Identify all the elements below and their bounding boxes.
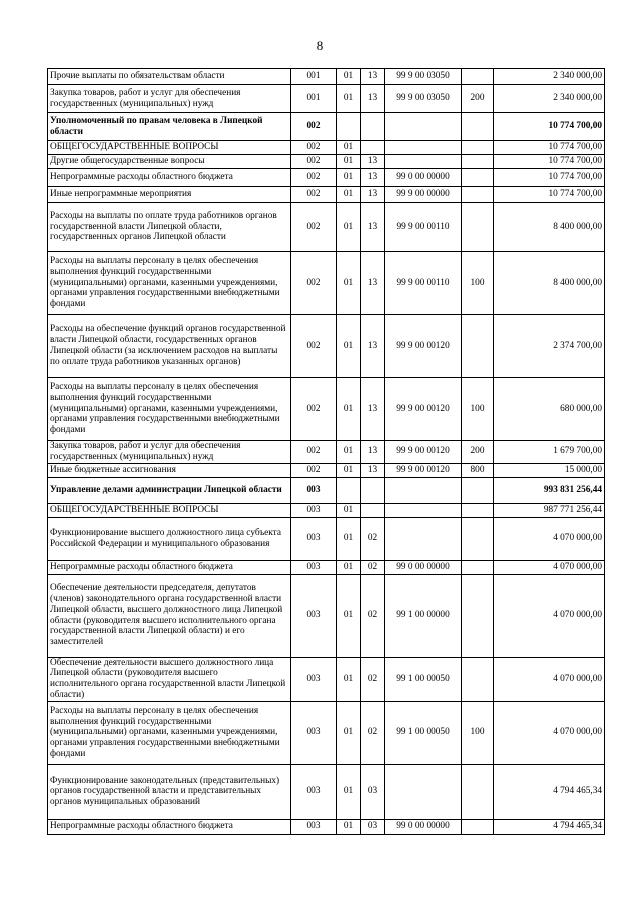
row-csr-code: 99 0 00 00000 [385, 169, 462, 187]
row-vr-code [462, 169, 494, 187]
budget-table [47, 68, 605, 835]
row-rz-code: 01 [337, 657, 361, 701]
row-sum: 987 771 256,44 [494, 503, 605, 517]
row-pr-code: 02 [361, 701, 385, 764]
row-csr-code [385, 477, 462, 503]
row-name: ОБЩЕГОСУДАРСТВЕННЫЕ ВОПРОСЫ [48, 503, 291, 517]
row-pr-code: 13 [361, 155, 385, 169]
row-sum: 4 070 000,00 [494, 574, 605, 657]
row-sum: 10 774 700,00 [494, 155, 605, 169]
row-name: Непрограммные расходы областного бюджета [48, 560, 291, 574]
row-rz-code: 01 [337, 574, 361, 657]
row-pr-code: 03 [361, 819, 385, 834]
row-sum: 4 794 465,34 [494, 819, 605, 834]
row-csr-code [385, 764, 462, 819]
row-sum: 10 774 700,00 [494, 187, 605, 203]
row-sum: 10 774 700,00 [494, 169, 605, 187]
row-vr-code [462, 113, 494, 141]
row-rz-code: 01 [337, 169, 361, 187]
row-sum: 2 340 000,00 [494, 85, 605, 113]
row-vr-code [462, 574, 494, 657]
row-gr-code: 001 [291, 85, 337, 113]
row-csr-code: 99 1 00 00000 [385, 574, 462, 657]
table-row [48, 819, 605, 834]
row-vr-code [462, 141, 494, 155]
row-vr-code [462, 819, 494, 834]
table-row [48, 657, 605, 701]
row-vr-code [462, 155, 494, 169]
row-pr-code [361, 141, 385, 155]
table-row [48, 378, 605, 441]
row-name: Расходы на выплаты по оплате труда работников органов государственной власти Липецкой области, государственных органов Липецкой области [48, 203, 291, 252]
row-pr-code: 13 [361, 463, 385, 477]
row-vr-code [462, 203, 494, 252]
row-csr-code: 99 9 00 03050 [385, 85, 462, 113]
row-sum: 4 070 000,00 [494, 560, 605, 574]
table-row [48, 701, 605, 764]
row-sum: 10 774 700,00 [494, 113, 605, 141]
row-pr-code: 02 [361, 657, 385, 701]
row-sum: 993 831 256,44 [494, 477, 605, 503]
row-pr-code [361, 113, 385, 141]
row-gr-code: 002 [291, 463, 337, 477]
row-vr-code: 200 [462, 85, 494, 113]
row-gr-code: 003 [291, 503, 337, 517]
row-vr-code: 200 [462, 441, 494, 464]
row-csr-code: 99 9 00 00110 [385, 252, 462, 315]
row-name: Расходы на выплаты персоналу в целях обеспечения выполнения функций государственными (муниципальными) органами, казенными учреждениями, органами управления государственными внебюджетными фондами [48, 701, 291, 764]
row-rz-code: 01 [337, 252, 361, 315]
table-row [48, 574, 605, 657]
row-vr-code: 100 [462, 701, 494, 764]
row-name: ОБЩЕГОСУДАРСТВЕННЫЕ ВОПРОСЫ [48, 141, 291, 155]
table-row [48, 85, 605, 113]
row-csr-code [385, 517, 462, 560]
row-name: Непрограммные расходы областного бюджета [48, 819, 291, 834]
row-gr-code: 003 [291, 517, 337, 560]
row-rz-code: 01 [337, 378, 361, 441]
table-row [48, 141, 605, 155]
row-csr-code: 99 9 00 00000 [385, 187, 462, 203]
row-gr-code: 002 [291, 169, 337, 187]
row-csr-code: 99 9 00 00120 [385, 463, 462, 477]
row-vr-code: 100 [462, 252, 494, 315]
row-name: Расходы на выплаты персоналу в целях обеспечения выполнения функций государственными (муниципальными) органами, казенными учреждениями, органами управления государственными внебюджетными фондами [48, 252, 291, 315]
row-pr-code: 13 [361, 69, 385, 85]
table-row [48, 764, 605, 819]
row-vr-code [462, 657, 494, 701]
row-csr-code: 99 9 00 00120 [385, 441, 462, 464]
row-sum: 8 400 000,00 [494, 252, 605, 315]
row-pr-code: 13 [361, 315, 385, 378]
table-row [48, 463, 605, 477]
row-gr-code: 003 [291, 574, 337, 657]
row-sum: 10 774 700,00 [494, 141, 605, 155]
table-row [48, 315, 605, 378]
row-pr-code [361, 503, 385, 517]
row-csr-code: 99 0 00 00000 [385, 819, 462, 834]
row-pr-code [361, 477, 385, 503]
row-sum: 4 070 000,00 [494, 657, 605, 701]
row-csr-code [385, 503, 462, 517]
row-gr-code: 002 [291, 252, 337, 315]
row-gr-code: 002 [291, 155, 337, 169]
row-name: Обеспечение деятельности высшего должностного лица Липецкой области (руководителя высшего исполнительного органа государственной власти Липецкой области) [48, 657, 291, 701]
row-csr-code: 99 1 00 00050 [385, 701, 462, 764]
row-pr-code: 13 [361, 187, 385, 203]
row-pr-code: 02 [361, 574, 385, 657]
row-vr-code [462, 315, 494, 378]
row-name: Управление делами администрации Липецкой области [48, 477, 291, 503]
row-rz-code: 01 [337, 141, 361, 155]
row-sum: 1 679 700,00 [494, 441, 605, 464]
table-row [48, 477, 605, 503]
table-row [48, 169, 605, 187]
table-row [48, 252, 605, 315]
row-pr-code: 13 [361, 85, 385, 113]
row-pr-code: 02 [361, 517, 385, 560]
row-vr-code [462, 69, 494, 85]
row-pr-code: 13 [361, 378, 385, 441]
row-pr-code: 03 [361, 764, 385, 819]
row-vr-code [462, 503, 494, 517]
row-gr-code: 003 [291, 701, 337, 764]
row-vr-code [462, 187, 494, 203]
row-rz-code: 01 [337, 503, 361, 517]
table-row [48, 69, 605, 85]
row-rz-code: 01 [337, 764, 361, 819]
row-name: Закупка товаров, работ и услуг для обеспечения государственных (муниципальных) нужд [48, 441, 291, 464]
row-name: Обеспечение деятельности председателя, депутатов (членов) законодательного органа государственной власти Липецкой области, высшего должностного лица Липецкой области (руководителя высшего исполнительного органа государственной власти Липецкой области) и его заместителей [48, 574, 291, 657]
row-sum: 15 000,00 [494, 463, 605, 477]
row-sum: 8 400 000,00 [494, 203, 605, 252]
row-name: Уполномоченный по правам человека в Липецкой области [48, 113, 291, 141]
row-sum: 4 070 000,00 [494, 517, 605, 560]
row-gr-code: 001 [291, 69, 337, 85]
row-name: Иные непрограммные мероприятия [48, 187, 291, 203]
row-sum: 4 794 465,34 [494, 764, 605, 819]
row-name: Непрограммные расходы областного бюджета [48, 169, 291, 187]
row-vr-code [462, 560, 494, 574]
row-csr-code: 99 0 00 00000 [385, 560, 462, 574]
row-gr-code: 002 [291, 315, 337, 378]
row-vr-code [462, 477, 494, 503]
row-name: Иные бюджетные ассигнования [48, 463, 291, 477]
table-row [48, 155, 605, 169]
row-name: Закупка товаров, работ и услуг для обеспечения государственных (муниципальных) нужд [48, 85, 291, 113]
row-gr-code: 002 [291, 378, 337, 441]
row-rz-code: 01 [337, 187, 361, 203]
row-sum: 680 000,00 [494, 378, 605, 441]
table-row [48, 503, 605, 517]
row-gr-code: 003 [291, 764, 337, 819]
row-gr-code: 002 [291, 141, 337, 155]
row-csr-code: 99 9 00 00110 [385, 203, 462, 252]
row-sum: 2 340 000,00 [494, 69, 605, 85]
row-csr-code: 99 9 00 00120 [385, 315, 462, 378]
row-csr-code [385, 113, 462, 141]
row-vr-code: 800 [462, 463, 494, 477]
row-sum: 4 070 000,00 [494, 701, 605, 764]
row-pr-code: 13 [361, 203, 385, 252]
table-row [48, 517, 605, 560]
row-csr-code: 99 9 00 03050 [385, 69, 462, 85]
row-gr-code: 003 [291, 819, 337, 834]
row-gr-code: 003 [291, 477, 337, 503]
table-row [48, 203, 605, 252]
row-rz-code: 01 [337, 463, 361, 477]
table-row [48, 187, 605, 203]
row-rz-code: 01 [337, 441, 361, 464]
row-gr-code: 003 [291, 560, 337, 574]
row-rz-code: 01 [337, 701, 361, 764]
row-sum: 2 374 700,00 [494, 315, 605, 378]
row-gr-code: 002 [291, 113, 337, 141]
row-gr-code: 002 [291, 187, 337, 203]
row-rz-code: 01 [337, 517, 361, 560]
row-csr-code: 99 1 00 00050 [385, 657, 462, 701]
row-pr-code: 13 [361, 441, 385, 464]
row-gr-code: 003 [291, 657, 337, 701]
row-csr-code [385, 155, 462, 169]
row-rz-code: 01 [337, 69, 361, 85]
row-rz-code: 01 [337, 85, 361, 113]
row-rz-code: 01 [337, 155, 361, 169]
table-row [48, 113, 605, 141]
row-name: Функционирование высшего должностного лица субъекта Российской Федерации и муниципального образования [48, 517, 291, 560]
table-row [48, 560, 605, 574]
row-rz-code [337, 477, 361, 503]
row-rz-code [337, 113, 361, 141]
row-name: Функционирование законодательных (представительных) органов государственной власти и представительных органов муниципальных образований [48, 764, 291, 819]
row-vr-code: 100 [462, 378, 494, 441]
row-csr-code [385, 141, 462, 155]
row-csr-code: 99 9 00 00120 [385, 378, 462, 441]
page-number: 8 [316, 38, 324, 53]
row-name: Другие общегосударственные вопросы [48, 155, 291, 169]
row-gr-code: 002 [291, 203, 337, 252]
row-vr-code [462, 517, 494, 560]
row-gr-code: 002 [291, 441, 337, 464]
row-name: Прочие выплаты по обязательствам области [48, 69, 291, 85]
row-rz-code: 01 [337, 315, 361, 378]
row-name: Расходы на обеспечение функций органов государственной власти Липецкой области, государственных органов Липецкой области (за исключением расходов на выплаты по оплате труда работников указанных органов) [48, 315, 291, 378]
row-pr-code: 13 [361, 169, 385, 187]
table-row [48, 441, 605, 464]
row-rz-code: 01 [337, 203, 361, 252]
row-pr-code: 13 [361, 252, 385, 315]
row-rz-code: 01 [337, 560, 361, 574]
row-pr-code: 02 [361, 560, 385, 574]
row-vr-code [462, 764, 494, 819]
row-name: Расходы на выплаты персоналу в целях обеспечения выполнения функций государственными (муниципальными) органами, казенными учреждениями, органами управления государственными внебюджетными фондами [48, 378, 291, 441]
row-rz-code: 01 [337, 819, 361, 834]
